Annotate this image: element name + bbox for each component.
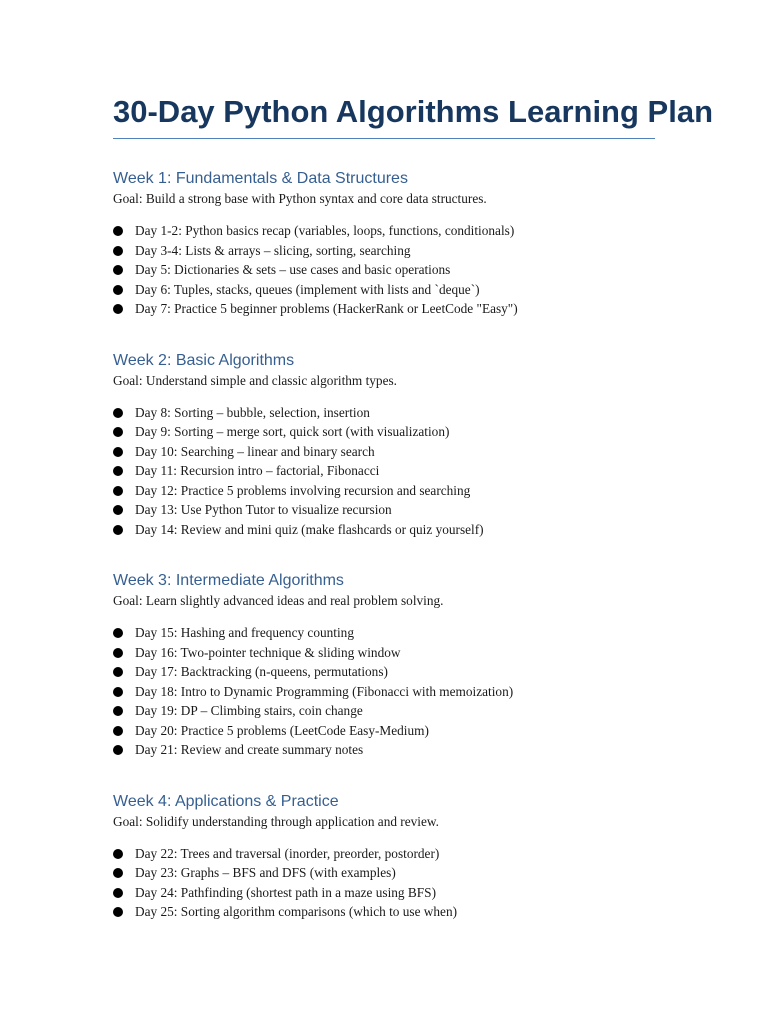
list-item — [113, 299, 655, 319]
week-4-section — [113, 792, 655, 922]
bullet-icon — [113, 427, 123, 437]
bullet-icon — [113, 525, 123, 535]
list-item — [113, 662, 655, 682]
bullet-icon — [113, 687, 123, 697]
list-item — [113, 481, 655, 501]
list-item — [113, 280, 655, 300]
bullet-icon — [113, 868, 123, 878]
bullet-icon — [113, 888, 123, 898]
bullet-icon — [113, 265, 123, 275]
week-1-goal: Goal: Build a strong base with Python syntax and core data structures. — [113, 191, 487, 206]
list-item — [113, 721, 655, 741]
bullet-icon — [113, 304, 123, 314]
day-text: Day 24: Pathfinding (shortest path in a maze using BFS) — [135, 884, 436, 900]
week-3-heading: Week 3: Intermediate Algorithms — [113, 572, 344, 589]
list-item — [113, 623, 655, 643]
bullet-icon — [113, 447, 123, 457]
week-2-day-list — [113, 403, 655, 540]
list-item — [113, 701, 655, 721]
list-item — [113, 422, 655, 442]
list-item — [113, 902, 655, 922]
list-item — [113, 221, 655, 241]
bullet-icon — [113, 505, 123, 515]
bullet-icon — [113, 726, 123, 736]
week-4-day-list — [113, 844, 655, 922]
list-item — [113, 500, 655, 520]
day-text: Day 17: Backtracking (n-queens, permutations) — [135, 664, 388, 679]
week-2-section — [113, 351, 655, 540]
list-item — [113, 403, 655, 423]
week-1-day-list — [113, 221, 655, 319]
list-item — [113, 863, 655, 883]
week-3-section — [113, 571, 655, 760]
list-item — [113, 260, 655, 280]
day-text: Day 9: Sorting – merge sort, quick sort (with visualization) — [135, 424, 450, 439]
day-text: Day 14: Review and mini quiz (make flashcards or quiz yourself) — [135, 521, 484, 537]
week-1-section — [113, 169, 655, 319]
day-text: Day 10: Searching – linear and binary search — [135, 443, 375, 459]
day-text: Day 13: Use Python Tutor to visualize recursion — [135, 502, 392, 517]
day-text: Day 12: Practice 5 problems involving recursion and searching — [135, 482, 471, 498]
bullet-icon — [113, 628, 123, 638]
list-item — [113, 643, 655, 663]
day-text: Day 6: Tuples, stacks, queues (implement with lists and `deque`) — [135, 281, 480, 297]
bullet-icon — [113, 285, 123, 295]
bullet-icon — [113, 486, 123, 496]
bullet-icon — [113, 849, 123, 859]
list-item — [113, 682, 655, 702]
list-item — [113, 461, 655, 481]
day-text: Day 3-4: Lists & arrays – slicing, sorting, searching — [135, 242, 411, 258]
bullet-icon — [113, 667, 123, 677]
week-2-heading: Week 2: Basic Algorithms — [113, 351, 295, 369]
day-text: Day 16: Two-pointer technique & sliding window — [135, 644, 401, 660]
document-title: 30-Day Python Algorithms Learning Plan — [113, 92, 655, 139]
day-text: Day 11: Recursion intro – factorial, Fibonacci — [135, 463, 380, 478]
day-text: Day 21: Review and create summary notes — [135, 742, 364, 757]
day-text: Day 25: Sorting algorithm comparisons (which to use when) — [135, 904, 458, 919]
list-item — [113, 241, 655, 261]
list-item — [113, 740, 655, 760]
week-3-goal: Goal: Learn slightly advanced ideas and real problem solving. — [113, 593, 444, 608]
list-item — [113, 844, 655, 864]
list-item — [113, 520, 655, 540]
week-2-goal: Goal: Understand simple and classic algorithm types. — [113, 372, 397, 388]
bullet-icon — [113, 408, 123, 418]
list-item — [113, 442, 655, 462]
day-text: Day 23: Graphs – BFS and DFS (with examples) — [135, 865, 396, 880]
list-item — [113, 883, 655, 903]
bullet-icon — [113, 745, 123, 755]
day-text: Day 15: Hashing and frequency counting — [135, 625, 354, 640]
day-text: Day 19: DP – Climbing stairs, coin change — [135, 703, 363, 718]
day-text: Day 5: Dictionaries & sets – use cases and basic operations — [135, 262, 451, 277]
bullet-icon — [113, 466, 123, 476]
day-text: Day 1-2: Python basics recap (variables, loops, functions, conditionals) — [135, 223, 515, 238]
week-4-goal: Goal: Solidify understanding through application and review. — [113, 813, 439, 829]
bullet-icon — [113, 648, 123, 658]
day-text: Day 8: Sorting – bubble, selection, insertion — [135, 404, 370, 420]
bullet-icon — [113, 706, 123, 716]
day-text: Day 7: Practice 5 beginner problems (HackerRank or LeetCode "Easy") — [135, 301, 518, 316]
day-text: Day 20: Practice 5 problems (LeetCode Easy-Medium) — [135, 722, 429, 738]
week-1-heading: Week 1: Fundamentals & Data Structures — [113, 170, 408, 187]
day-text: Day 18: Intro to Dynamic Programming (Fibonacci with memoization) — [135, 683, 514, 699]
bullet-icon — [113, 246, 123, 256]
day-text: Day 22: Trees and traversal (inorder, preorder, postorder) — [135, 845, 440, 861]
week-4-heading: Week 4: Applications & Practice — [113, 792, 339, 810]
week-3-day-list — [113, 623, 655, 760]
bullet-icon — [113, 907, 123, 917]
bullet-icon — [113, 226, 123, 236]
